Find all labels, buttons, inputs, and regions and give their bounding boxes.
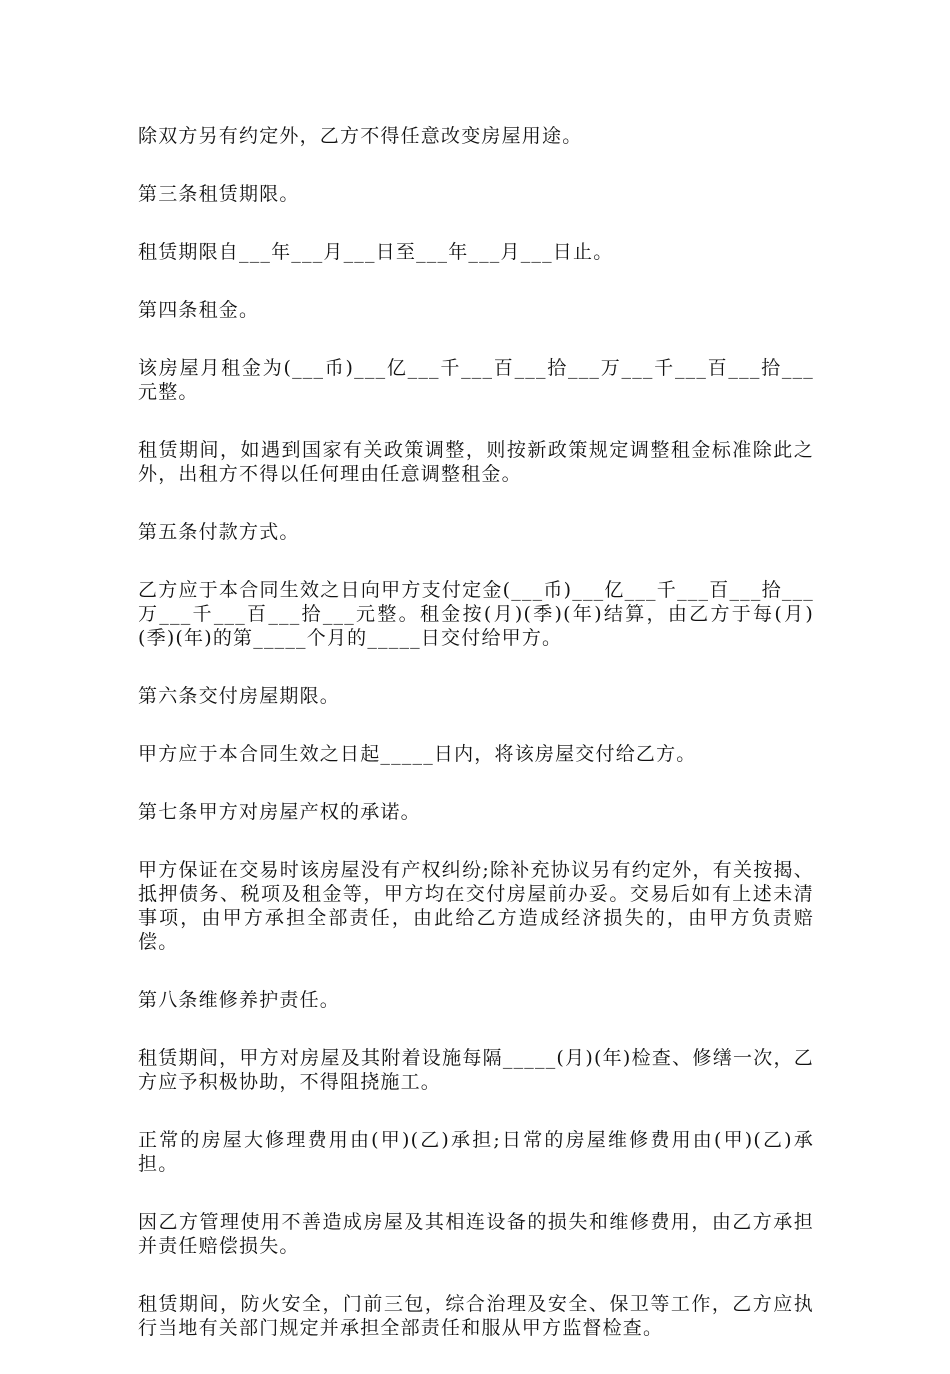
paragraph-property-warranty: 甲方保证在交易时该房屋没有产权纠纷;除补充协议另有约定外，有关按揭、抵押债务、税项及租金等，甲方均在交付房屋前办妥。交易后如有上述未清事项，由甲方承担全部责任，由此给乙方造成经济损失的，由甲方负责赔偿。	[138, 859, 814, 953]
paragraph-delivery-term: 甲方应于本合同生效之日起_____日内，将该房屋交付给乙方。	[138, 743, 697, 765]
heading-article-8: 第八条维修养护责任。	[138, 989, 341, 1011]
heading-article-3: 第三条租赁期限。	[138, 183, 300, 205]
paragraph-lease-term: 租赁期限自___年___月___日至___年___月___日止。	[138, 241, 614, 263]
paragraph-payment-method: 乙方应于本合同生效之日向甲方支付定金(___币)___亿___千___百___拾___万___千___百___拾___元整。租金按(月)(季)(年)结算，由乙方于每(月)(季)(年)的第_____个月的_____日交付给甲方。	[138, 579, 814, 649]
heading-article-5: 第五条付款方式。	[138, 521, 300, 543]
paragraph-repair-costs: 正常的房屋大修理费用由(甲)(乙)承担;日常的房屋维修费用由(甲)(乙)承担。	[138, 1129, 814, 1175]
heading-article-6: 第六条交付房屋期限。	[138, 685, 341, 707]
paragraph-tenant-liability: 因乙方管理使用不善造成房屋及其相连设备的损失和维修费用，由乙方承担并责任赔偿损失。	[138, 1211, 814, 1257]
document-body	[138, 124, 814, 1374]
paragraph-monthly-rent: 该房屋月租金为(___币)___亿___千___百___拾___万___千___百___拾___元整。	[138, 357, 814, 403]
paragraph-inspection: 租赁期间，甲方对房屋及其附着设施每隔_____(月)(年)检查、修缮一次，乙方应予积极协助，不得阻挠施工。	[138, 1047, 814, 1093]
paragraph-use-restriction: 除双方另有约定外，乙方不得任意改变房屋用途。	[138, 125, 583, 147]
paragraph-safety-duties: 租赁期间，防火安全，门前三包，综合治理及安全、保卫等工作，乙方应执行当地有关部门规定并承担全部责任和服从甲方监督检查。	[138, 1293, 814, 1339]
paragraph-rent-adjustment: 租赁期间，如遇到国家有关政策调整，则按新政策规定调整租金标准除此之外，出租方不得以任何理由任意调整租金。	[138, 439, 814, 485]
heading-article-7: 第七条甲方对房屋产权的承诺。	[138, 801, 421, 823]
heading-article-4: 第四条租金。	[138, 299, 260, 321]
